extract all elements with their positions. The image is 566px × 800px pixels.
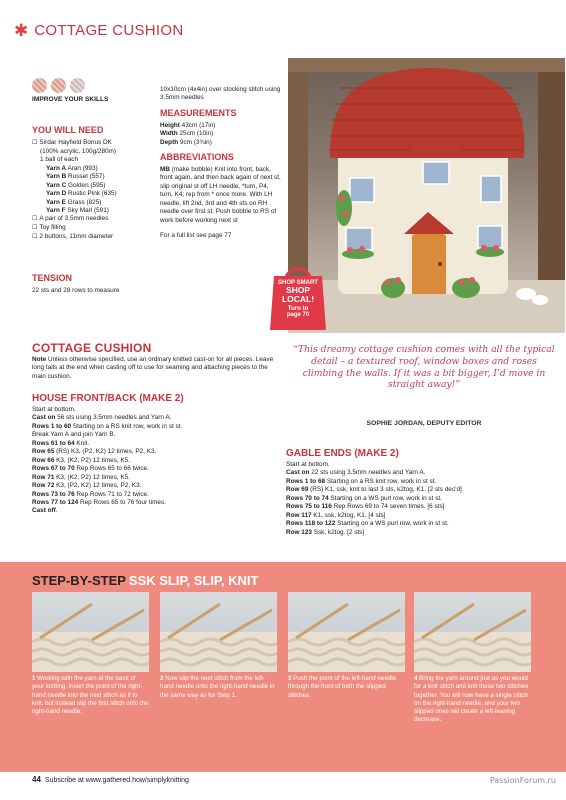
instruction-row-text: K1, ssk, k2tog, K1. [4 sts] (311, 511, 386, 519)
instruction-row-label: Rows 73 to 76 (32, 490, 75, 498)
materials-lines (32, 139, 160, 242)
step-number: 1 (32, 675, 36, 682)
yarn-label: Yarn C (46, 181, 67, 189)
badge-line: SHOP SMART (278, 280, 318, 286)
materials-item (32, 207, 160, 215)
instruction-row-text: (RS) K1, ssk, knit to last 3 sts, k2tog, K1. [2 sts dec’d] (308, 486, 462, 494)
step-description: Bring the yarn around just as you would for a knit stitch and knit these two stitches together. You will now have a single stitch on the right-hand needle, and your two slipped ones will create a left-leaning decrease. (414, 675, 529, 724)
instruction-row-text: Starting on a RS knit row, work in st st. (71, 422, 183, 430)
instruction-row-label: Cast on (32, 414, 56, 422)
skill-level (32, 78, 142, 105)
instruction-row (286, 520, 546, 528)
instruction-row-label: Rows 67 to 70 (32, 465, 75, 473)
instruction-row (32, 423, 280, 431)
instruction-row-text: K3, (K2, P2) 12 times, K5. (54, 473, 131, 481)
instruction-row (286, 529, 546, 537)
instruction-row-text: Starting on a WS purl row, work in st st. (335, 520, 449, 528)
step-text (160, 675, 277, 700)
instruction-row (286, 486, 546, 494)
instruction-row (32, 431, 280, 439)
instruction-row-label: Row 72 (32, 482, 55, 490)
house-instructions (32, 406, 280, 516)
materials-heading: YOU WILL NEED (32, 125, 104, 135)
instruction-row-label: Row 65 (32, 448, 55, 456)
quote-attribution: SOPHIE JORDAN, DEPUTY EDITOR (366, 420, 482, 427)
measurement-item-text: 43cm (17in) (179, 121, 216, 129)
step-text (32, 675, 149, 716)
cottage-cushion-illustration (288, 58, 565, 333)
materials-text: Sky Marl (591) (65, 206, 109, 214)
instruction-row (32, 499, 280, 507)
materials-text: A pair of 3.5mm needles (39, 215, 109, 223)
step-photo (32, 592, 149, 672)
skill-rating (32, 78, 142, 93)
instruction-row-text: 56 sts using 3.5mm needles and Yarn A. (55, 414, 172, 422)
badge-line: Turn to (287, 306, 309, 313)
materials-item (32, 173, 160, 181)
yarn-label: Yarn E (46, 198, 66, 206)
pattern-note: Note Unless otherwise specified, use an ordinary knitted cast-on for all pieces. Leave long tails at the end when casting off to use for seaming and attaching pieces to the main cushion. (32, 356, 274, 380)
materials-item (32, 215, 160, 224)
measurement-item (160, 139, 282, 147)
materials-text: Golden (595) (66, 181, 106, 189)
page-number: 44 (32, 775, 41, 784)
measurements-list (160, 122, 282, 147)
instruction-row (32, 474, 280, 482)
instruction-row-label: Row 117 (286, 511, 312, 519)
instruction-row (32, 457, 280, 465)
step-description: Push the point of the left-hand needle through the front of both the slipped stitches. (288, 675, 397, 699)
instruction-row (32, 414, 280, 422)
materials-text: Rustic Pink (635) (66, 190, 117, 198)
info-column (160, 86, 282, 243)
badge-line: page 70 (286, 312, 310, 319)
shop-local-badge[interactable] (268, 262, 328, 332)
watermark: PassionForum.ru (489, 776, 556, 785)
instruction-row (32, 406, 280, 414)
instruction-row-label: Cast on (286, 469, 310, 477)
instruction-row-text: Ssk, k2tog. [2 sts] (311, 528, 365, 536)
materials-item (32, 233, 160, 242)
instruction-row-label: Cast off (32, 507, 56, 515)
step-photo (288, 592, 405, 672)
measurement-item-text: 9cm (3¾in) (178, 138, 212, 146)
tension-continued: 10x10cm (4x4in) over stocking stitch using 3.5mm needles (160, 86, 281, 102)
materials-text: 2 buttons, 11mm diameter (39, 233, 114, 241)
materials-item (32, 182, 160, 190)
gable-ends-heading: GABLE ENDS (MAKE 2) (286, 448, 399, 459)
step-number: 4 (414, 675, 418, 682)
tension-text: 22 sts and 28 rows to measure (32, 286, 120, 294)
skill-label: IMPROVE YOUR SKILLS (32, 96, 109, 103)
step-number: 2 (160, 675, 164, 682)
yarn-label: Yarn F (46, 206, 66, 214)
instruction-row-text: Rep Rows 69 to 74 seven times. [6 sts] (331, 503, 445, 511)
materials-item (32, 139, 160, 148)
instruction-row-text: Rep Rows 65 to 76 four times. (78, 498, 166, 506)
yarn-ball-icon (51, 78, 66, 93)
instruction-row-text: Start at bottom. (32, 406, 76, 413)
step-photo (160, 592, 277, 672)
cushion-photo (288, 58, 565, 333)
instruction-row-label: Row 66 (32, 456, 55, 464)
measurement-item-label: Width (160, 130, 178, 138)
step-text (414, 675, 531, 725)
instruction-row (32, 482, 280, 490)
yarn-label: Yarn B (46, 173, 67, 181)
instruction-row-text: Break Yarn A and join Yarn B. (32, 431, 116, 439)
materials-item (32, 148, 160, 156)
instruction-row (286, 469, 546, 477)
materials-item (32, 199, 160, 207)
step-number: 3 (288, 675, 292, 682)
materials-text: 1 ball of each (40, 156, 79, 164)
full-list-note: For a full list see page 77 (160, 232, 232, 240)
instruction-row (32, 448, 280, 456)
measurement-item-label: Depth (160, 138, 179, 146)
badge-line: SHOP (285, 285, 311, 296)
measurement-item (160, 122, 282, 130)
step-description: Working with the yarn at the back of your knitting, insert the point of the right-hand needle into the next stitch as if to knit, but instead slip the first stitch onto the right-hand needle. (32, 675, 149, 715)
instruction-row-text: 22 sts using 3.5mm needles and Yarn A. (309, 469, 426, 477)
instruction-row-label: Row 71 (32, 473, 55, 481)
yarn-ball-icon (70, 78, 85, 93)
tension-heading: TENSION (32, 273, 73, 283)
instruction-row-text: Starting on a WS purl row, work in st st. (328, 494, 442, 502)
badge-line: LOCAL! (281, 294, 315, 305)
star-icon: ✱ (14, 20, 29, 40)
materials-text: Russet (557) (66, 173, 105, 181)
instruction-row-text: Starting on a RS knit row, work in st st. (325, 477, 437, 485)
abbreviation-mb: MB (make bobble) Knit into front, back, front again, and then back again of next st, slip original st off LH needle, *turn, P4, turn, K4; rep from * once more. With LH needle, lift 2nd, 3rd and 4th sts on RH needle over first st. Push bobble to RS of work before working next st (160, 166, 281, 224)
instruction-row-label: Rows 70 to 74 (286, 494, 329, 502)
yarn-label: Yarn D (46, 190, 67, 198)
materials-text: Grass (825) (65, 198, 102, 206)
instruction-row-label: Rows 1 to 68 (286, 477, 326, 485)
instruction-row-text: K3, (K2, P2) 12 times, K5. (54, 456, 131, 464)
instruction-row (286, 461, 546, 469)
instruction-row (286, 503, 546, 511)
instruction-row-label: Rows 1 to 60 (32, 422, 72, 430)
materials-item (32, 165, 160, 173)
instruction-row-text: K3, (P2, K2) 12 times, P2, K3. (54, 482, 142, 490)
instruction-row-text: Rep Rows 71 to 72 twice. (74, 490, 149, 498)
instruction-row-text: (RS) K3, (P2, K2) 12 times, P2, K3. (54, 448, 157, 456)
instruction-row-text: Start at bottom. (286, 461, 330, 468)
instruction-row (32, 465, 280, 473)
house-front-back-heading: HOUSE FRONT/BACK (MAKE 2) (32, 393, 184, 404)
instruction-row-text: Knit. (74, 439, 90, 447)
tension-section (32, 273, 162, 295)
materials-item (32, 224, 160, 233)
materials-text: Sirdar Hayfield Bonus DK (39, 138, 112, 146)
step-description: Now slip the next stitch from the left-hand needle onto the right-hand needle in the same way as for Step 1. (160, 675, 275, 699)
materials-text: Toy filling (39, 224, 66, 232)
editor-quote: “This dreamy cottage cushion comes with all the typical detail – a textured roof, window boxes and roses climbing the walls. If it was a bit bigger, I’d move in straight away!” (293, 344, 555, 391)
page-title: COTTAGE CUSHION (34, 22, 184, 40)
step-text (288, 675, 405, 700)
instruction-row (32, 491, 280, 499)
materials-text: (100% acrylic, 100g/280m) (40, 147, 117, 155)
instruction-row-label: Rows 118 to 122 (286, 520, 336, 528)
instruction-row-text: Rep Rows 65 to 66 twice. (74, 465, 149, 473)
pattern-title: COTTAGE CUSHION (32, 341, 152, 355)
measurement-item (160, 130, 282, 138)
instruction-row (32, 507, 280, 515)
instruction-row-label: Row 69 (286, 486, 309, 494)
instruction-row-text: . (55, 507, 58, 515)
subscribe-link[interactable]: Subscribe at www.gathered.how/simplyknitting (44, 777, 189, 784)
gable-instructions (286, 461, 546, 537)
measurement-item-label: Height (160, 121, 180, 129)
materials-item (32, 190, 160, 198)
materials-item (32, 156, 160, 164)
instruction-row-label: Rows 61 to 64 (32, 439, 75, 447)
abbreviations-heading: ABBREVIATIONS (160, 152, 234, 163)
measurement-item-text: 25cm (10in) (177, 130, 214, 138)
materials-list (32, 125, 160, 242)
instruction-row-label: Rows 77 to 124 (32, 498, 79, 506)
materials-text: Aran (993) (66, 164, 98, 172)
step-photo (414, 592, 531, 672)
instruction-row (286, 512, 546, 520)
step-by-step-heading: STEP-BY-STEP SSK SLIP, SLIP, KNIT (32, 573, 259, 588)
measurements-heading: MEASUREMENTS (160, 107, 237, 118)
instruction-row-label: Row 123 (286, 528, 312, 536)
instruction-row-label: Rows 75 to 116 (286, 503, 332, 511)
instruction-row (286, 495, 546, 503)
yarn-ball-icon (32, 78, 47, 93)
yarn-label: Yarn A (46, 164, 67, 172)
instruction-row (286, 478, 546, 486)
page-header (14, 14, 183, 48)
instruction-row (32, 440, 280, 448)
page-footer (32, 775, 189, 786)
